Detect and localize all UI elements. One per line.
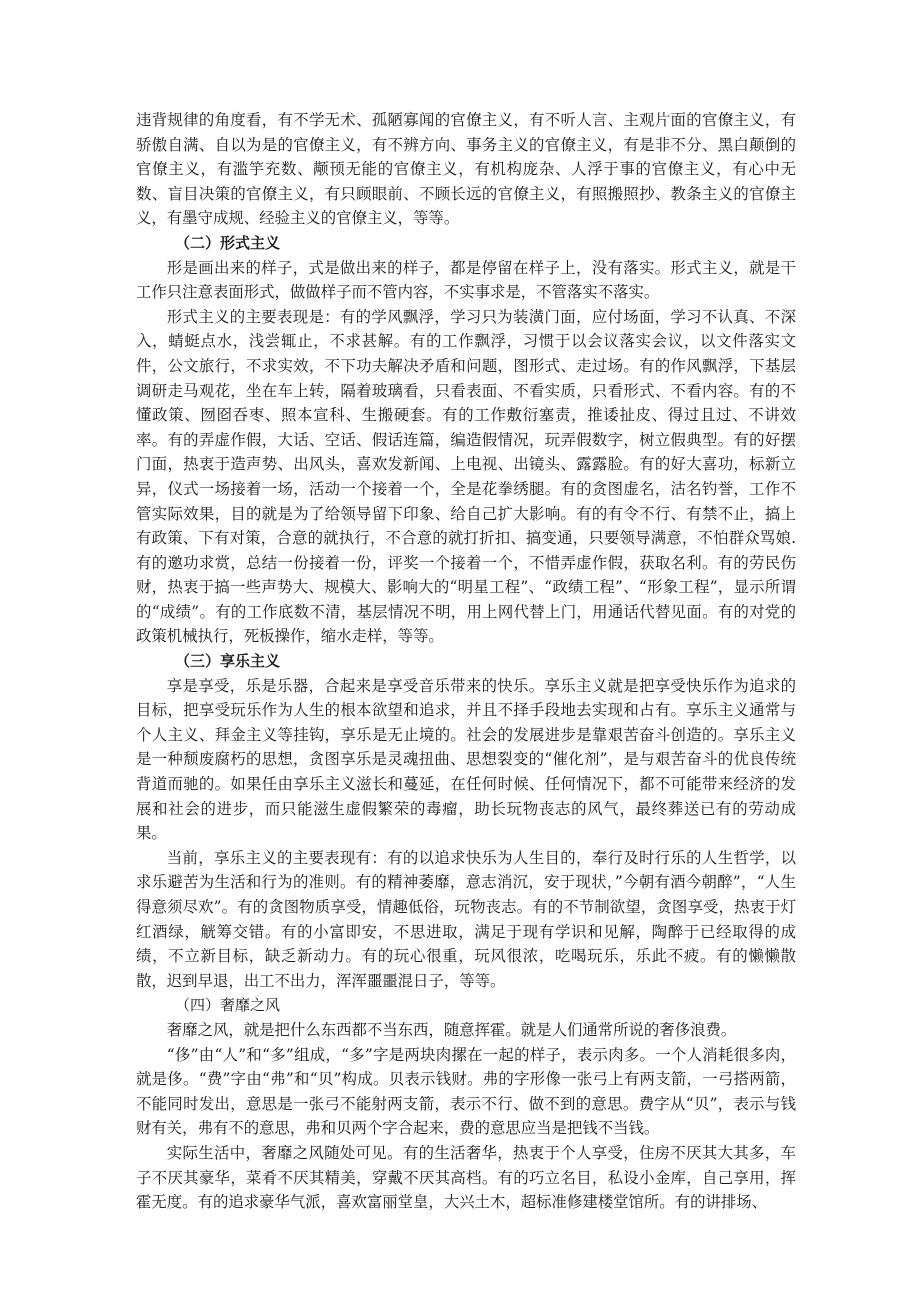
paragraph-hedonism-definition: 享是享受，乐是乐器，合起来是享受音乐带来的快乐。享乐主义就是把享受快乐作为追求的目标，把享受玩乐作为人生的根本欲望和追求，并且不择手段地去实现和占有。享乐主义通常与个人主义、拜金主义等挂钩，享乐是无止境的。社会的发展进步是靠艰苦奋斗创造的。享乐主义是一种颓废腐朽的思想，贪图享乐是灵魂扭曲、思想裂变的“催化剂”，是与艰苦奋斗的优良传统背道而驰的。如果任由享乐主义滋长和蔓延，在任何时候、任何情况下，都不可能带来经济的发展和社会的进步，而只能滋生虚假繁荣的毒瘤，助长玩物丧志的风气，最终葬送已有的劳动成果。 [136,676,796,843]
paragraph-extravagance-etymology: “侈”由“人”和“多”组成，“多”字是两块肉摞在一起的样子，表示肉多。一个人消耗很多肉，就是侈。“费”字由“弗”和“贝”构成。贝表示钱财。弗的字形像一张弓上有两支箭，一弓搭两箭，不能同时发出，意思是一张弓不能射两支箭，表示不行、做不到的意思。费字从“贝”，表示与钱财有关，弗有不的意思，弗和贝两个字合起来，费的意思应当是把钱不当钱。 [136,1045,796,1138]
heading-formalism: （二）形式主义 [175,233,281,252]
paragraph-hedonism-manifestations: 当前，享乐主义的主要表现有：有的以追求快乐为人生目的，奉行及时行乐的人生哲学，以求乐避苦为生活和行为的准则。有的精神萎靡，意志消沉，安于现状，”今朝有酒今朝醉”，“人生得意须尽欢”。有的贪图物质享受，情趣低俗，玩物丧志。有的不节制欲望，贪图享受，热衷于灯红酒绿，觥筹交错。有的小富即安，不思进取，满足于现有学识和见解，陶醉于已经取得的成绩，不立新目标，缺乏新动力。有的玩心很重，玩风很浓，吃喝玩乐，乐此不疲。有的懒懒散散，迟到早退，出工不出力，浑浑噩噩混日子，等等。 [136,848,796,990]
paragraph-formalism-definition: 形是画出来的样子，式是做出来的样子，都是停留在样子上，没有落实。形式主义，就是干工作只注意表面形式，做做样子而不管内容，不实事求是，不管落实不落实。 [136,258,796,302]
paragraph-formalism-manifestations: 形式主义的主要表现是：有的学风飘浮，学习只为装潢门面，应付场面，学习不认真、不深入，蜻蜓点水，浅尝辄止，不求甚解。有的工作飘浮，习惯于以会议落实会议，以文件落实文件，公文旅行，不求实效，不下功夫解决矛盾和问题，图形式、走过场。有的作风飘浮，下基层调研走马观花，坐在车上转，隔着玻璃看，只看表面、不看实质，只看形式、不看内容。有的不懂政策、囫囵吞枣、照本宣科、生搬硬套。有的工作敷衍塞责，推诿扯皮、得过且过、不讲效率。有的弄虚作假，大话、空话、假话连篇，编造假情况，玩弄假数字，树立假典型。有的好摆门面，热衷于造声势、出风头，喜欢发新闻、上电视、出镜头、露露脸。有的好大喜功，标新立异，仪式一场接着一场，活动一个接着一个，全是花拳绣腿。有的贪图虚名，沽名钓誉，工作不管实际效果，目的就是为了给领导留下印象、给自己扩大影响。有的有令不行、有禁不止，搞上有政策、下有对策，合意的就执行，不合意的就打折扣、搞变通，只要领导满意，不怕群众骂娘.有的邀功求赏，总结一份接着一份，评奖一个接着一个，不惜弄虚作假，获取名利。有的劳民伤财，热衷于搞一些声势大、规模大、影响大的“明星工程”、“政绩工程”、“形象工程”，显示所谓的“成绩”。有的工作底数不清，基层情况不明，用上网代替上门，用通话代替见面。有的对党的政策机械执行，死板操作，缩水走样，等等。 [136,307,796,646]
heading-extravagance: （四）奢靡之风 [175,996,281,1015]
heading-hedonism: （三）享乐主义 [175,652,281,671]
document-page [136,108,796,1215]
paragraph-bureaucratism-continued: 违背规律的角度看，有不学无术、孤陋寡闻的官僚主义，有不听人言、主观片面的官僚主义，有骄傲自满、自以为是的官僚主义，有不辨方向、事务主义的官僚主义，有是非不分、黑白颠倒的官僚主义，有滥竽充数、颟顸无能的官僚主义，有机构庞杂、人浮于事的官僚主义，有心中无数、盲目决策的官僚主义，有只顾眼前、不顾长远的官僚主义，有照搬照抄、教条主义的官僚主义，有墨守成规、经验主义的官僚主义，等等。 [136,111,796,228]
paragraph-extravagance-manifestations: 实际生活中，奢靡之风随处可见。有的生活奢华，热衷于个人享受，住房不厌其大其多，车子不厌其豪华，菜肴不厌其精美，穿戴不厌其高档。有的巧立名目，私设小金库，自己享用，挥霍无度。有的追求豪华气派，喜欢富丽堂皇，大兴土木，超标准修建楼堂馆所。有的讲排场、 [136,1143,796,1212]
paragraph-extravagance-definition: 奢靡之风，就是把什么东西都不当东西，随意挥霍。就是人们通常所说的奢侈浪费。 [166,1020,737,1039]
